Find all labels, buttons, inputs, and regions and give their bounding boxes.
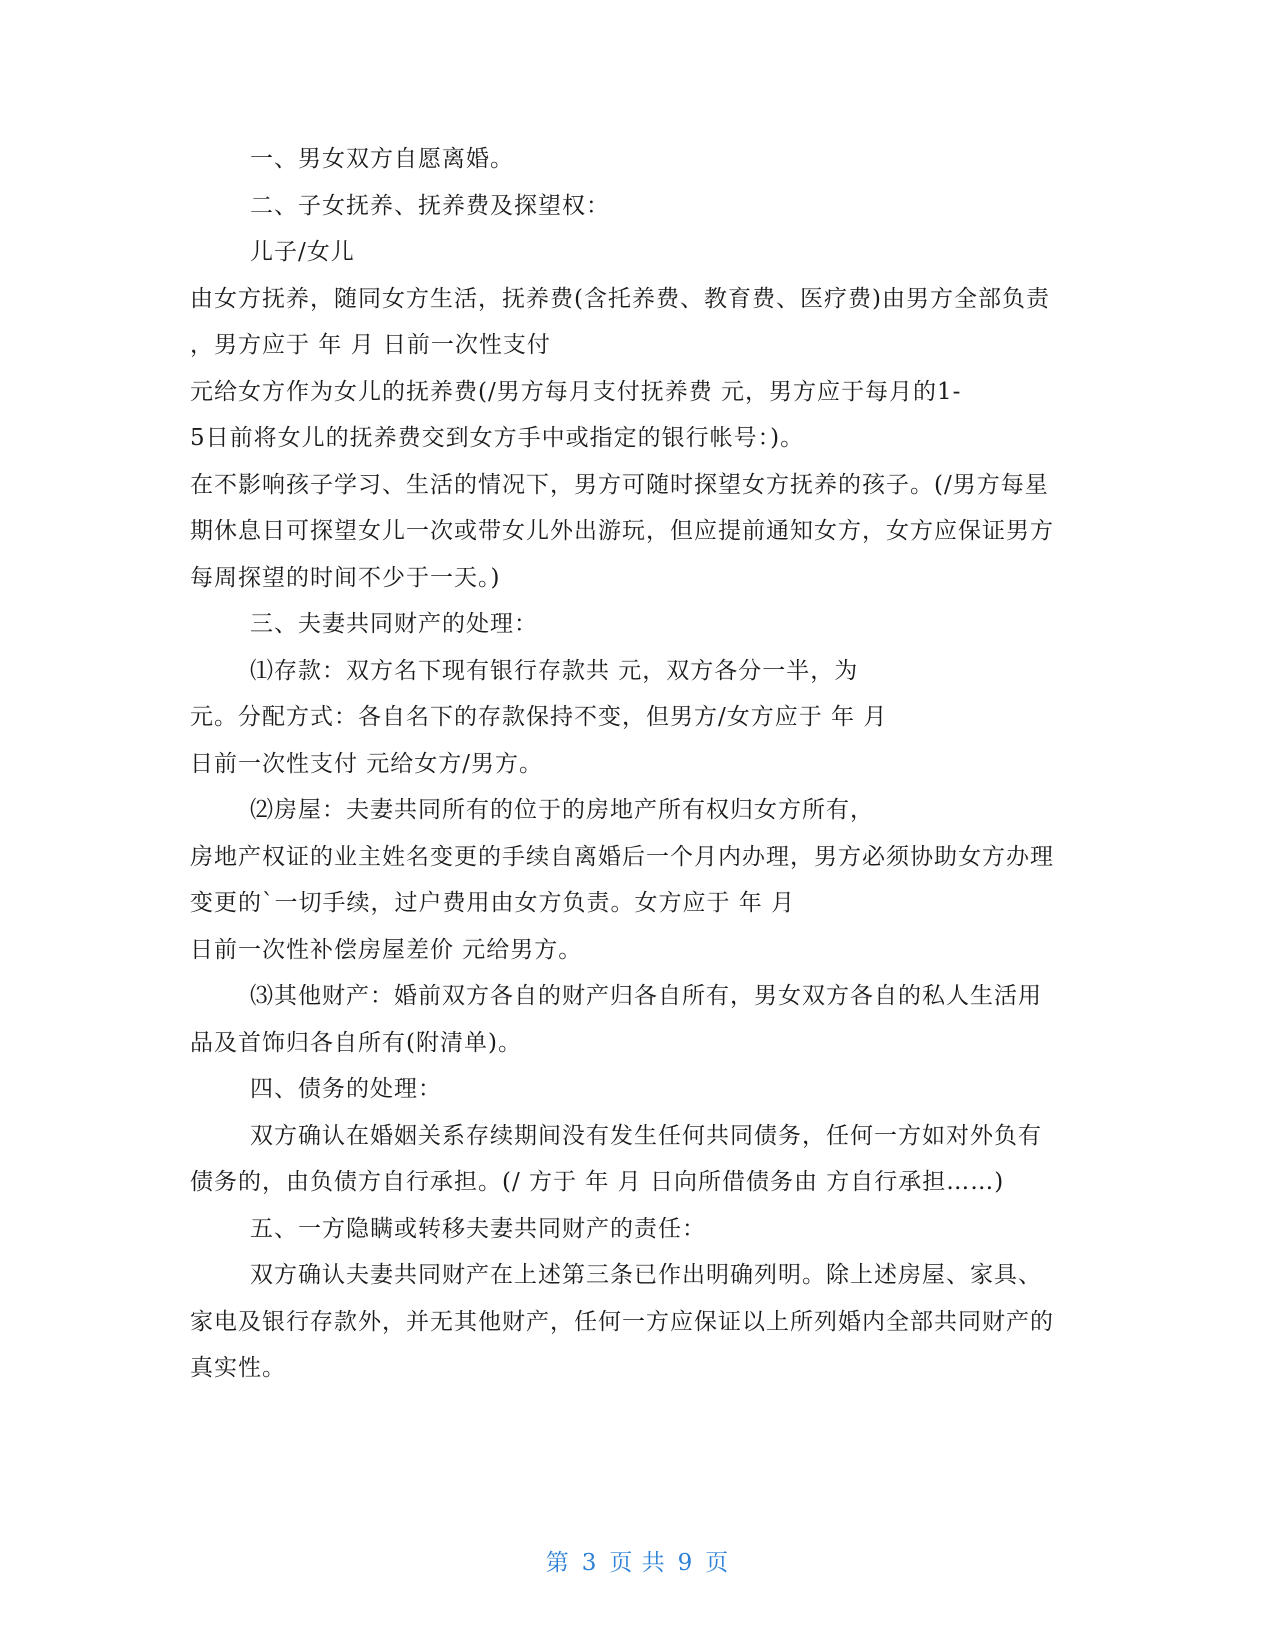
text-line: 每周探望的时间不少于一天。) — [190, 565, 501, 591]
clause-2-heading: 二、子女抚养、抚养费及探望权： — [250, 193, 610, 219]
footer-total-pages: 9 — [677, 1550, 694, 1576]
text-line: 真实性。 — [190, 1355, 286, 1381]
clause-3-heading: 三、夫妻共同财产的处理： — [250, 611, 538, 637]
clause-1-heading: 一、男女双方自愿离婚。 — [250, 146, 514, 172]
page-footer — [0, 1548, 1275, 1578]
footer-current-page: 3 — [581, 1550, 598, 1576]
text-line: ⑴存款：双方名下现有银行存款共 元，双方各分一半，为 — [250, 658, 859, 684]
text-line: 日前一次性支付 元给女方/男方。 — [190, 751, 544, 777]
text-line: 家电及银行存款外，并无其他财产，任何一方应保证以上所列婚内全部共同财产的 — [190, 1309, 1054, 1335]
text-line: 儿子/女儿 — [250, 239, 355, 265]
text-line: 5日前将女儿的抚养费交到女方手中或指定的银行帐号：)。 — [190, 425, 805, 451]
text-line: 元给女方作为女儿的抚养费(/男方每月支付抚养费 元，男方应于每月的1- — [190, 379, 962, 405]
text-line: 元。分配方式：各自名下的存款保持不变，但男方/女方应于 年 月 — [190, 704, 888, 730]
clause-4-heading: 四、债务的处理： — [250, 1076, 442, 1102]
footer-suffix: 页 — [705, 1550, 730, 1576]
clause-5-heading: 五、一方隐瞒或转移夫妻共同财产的责任： — [250, 1216, 706, 1242]
text-line: 在不影响孩子学习、生活的情况下，男方可随时探望女方抚养的孩子。(/男方每星 — [190, 472, 1049, 498]
text-line: 日前一次性补偿房屋差价 元给男方。 — [190, 937, 583, 963]
text-line: 双方确认夫妻共同财产在上述第三条已作出明确列明。除上述房屋、家具、 — [250, 1262, 1042, 1288]
footer-mid: 页 共 — [609, 1550, 666, 1576]
text-line: ⑵房屋：夫妻共同所有的位于的房地产所有权归女方所有， — [250, 797, 874, 823]
text-line: 由女方抚养，随同女方生活，抚养费(含托养费、教育费、医疗费)由男方全部负责 — [190, 286, 1050, 312]
text-line: 债务的，由负债方自行承担。(/ 方于 年 月 日向所借债务由 方自行承担……) — [190, 1169, 1005, 1195]
text-line: 期休息日可探望女儿一次或带女儿外出游玩，但应提前通知女方，女方应保证男方 — [190, 518, 1054, 544]
text-line: 品及首饰归各自所有(附清单)。 — [190, 1030, 522, 1056]
text-line: ，男方应于 年 月 日前一次性支付 — [190, 332, 551, 358]
footer-prefix: 第 — [545, 1550, 570, 1576]
text-line: 双方确认在婚姻关系存续期间没有发生任何共同债务，任何一方如对外负有 — [250, 1123, 1042, 1149]
text-line: 房地产权证的业主姓名变更的手续自离婚后一个月内办理，男方必须协助女方办理 — [190, 844, 1054, 870]
text-line: ⑶其他财产：婚前双方各自的财产归各自所有，男女双方各自的私人生活用 — [250, 983, 1042, 1009]
text-line: 变更的`一切手续，过户费用由女方负责。女方应于 年 月 — [190, 890, 796, 916]
